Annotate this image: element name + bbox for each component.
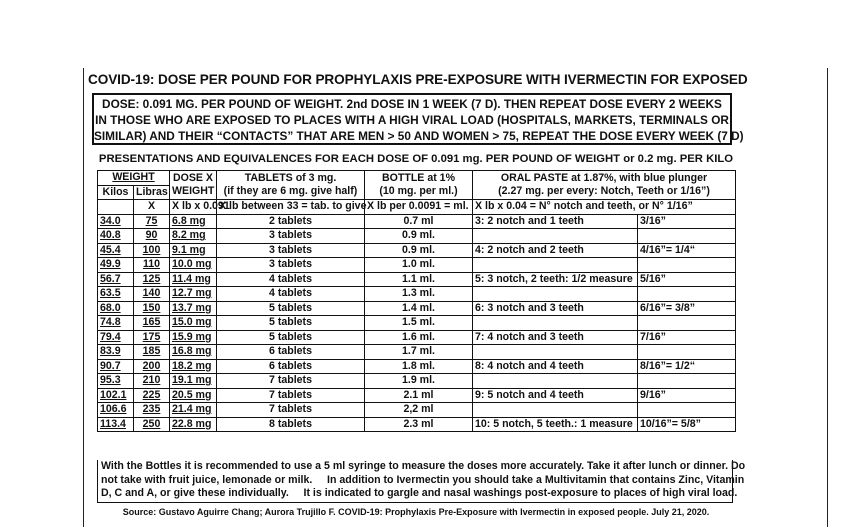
paste-cell: 5: 3 notch, 2 teeth: 1/2 measure xyxy=(473,272,638,287)
paste-cell: 10: 5 notch, 5 teeth.: 1 measure xyxy=(473,417,638,432)
dose-cell: 20.5 mg xyxy=(170,388,217,403)
bottle-header xyxy=(365,171,473,200)
libras-cell: 100 xyxy=(134,243,170,258)
tablets-header xyxy=(217,171,365,200)
dose-table xyxy=(97,170,736,432)
libras-cell: 225 xyxy=(134,388,170,403)
dose-line-1: DOSE: 0.091 MG. PER POUND OF WEIGHT. 2nd DOSE IN 1 WEEK (7 D). THEN REPEAT DOSE EVERY 2 WEEKS xyxy=(102,97,722,111)
footer-line-2: not take with fruit juice, lemonade or milk. In addition to Ivermectin you should take a Multivitamin that contains Zinc, Vitamin xyxy=(101,473,745,486)
footer-line-3: D, C and A, or give these individually. It is indicated to gargle and nasal washings post-exposure to places of high viral load. xyxy=(101,487,738,500)
paste-cell: 9: 5 notch and 4 teeth xyxy=(473,388,638,403)
libras-cell: 250 xyxy=(134,417,170,432)
sixteenths-cell: 9/16” xyxy=(638,388,736,403)
sixteenths-cell xyxy=(638,403,736,418)
formula-row xyxy=(98,200,736,215)
libras-cell: 140 xyxy=(134,287,170,302)
formula-libras: X xyxy=(134,200,170,215)
libras-header: Libras xyxy=(134,185,170,200)
kilos-cell: 40.8 xyxy=(98,229,134,244)
libras-cell: 125 xyxy=(134,272,170,287)
bottle-cell: 1.3 ml. xyxy=(365,287,473,302)
bottle-cell: 1.5 ml. xyxy=(365,316,473,331)
footer-notes xyxy=(97,460,746,503)
sixteenths-cell: 7/16” xyxy=(638,330,736,345)
kilos-cell: 102.1 xyxy=(98,388,134,403)
dose-cell: 21.4 mg xyxy=(170,403,217,418)
bottle-cell: 1.6 ml. xyxy=(365,330,473,345)
table-row xyxy=(98,374,736,389)
formula-bottle: X lb per 0.0091 = ml. xyxy=(365,200,473,215)
table-row xyxy=(98,330,736,345)
formula-kilos xyxy=(98,200,134,215)
sixteenths-cell: 8/16”= 1/2“ xyxy=(638,359,736,374)
paste-cell xyxy=(473,258,638,273)
kilos-cell: 68.0 xyxy=(98,301,134,316)
libras-cell: 165 xyxy=(134,316,170,331)
kilos-cell: 95.3 xyxy=(98,374,134,389)
tablets-cell: 3 tablets xyxy=(217,229,365,244)
dose-instructions-box xyxy=(92,93,744,145)
tablets-header-line1: TABLETS of 3 mg. xyxy=(244,172,337,184)
paste-cell xyxy=(473,229,638,244)
tablets-cell: 5 tablets xyxy=(217,301,365,316)
sixteenths-cell xyxy=(638,345,736,360)
sixteenths-cell xyxy=(638,229,736,244)
formula-tablets: X lb between 33 = tab. to give xyxy=(217,200,365,215)
tablets-header-line2: (if they are 6 mg. give half) xyxy=(223,185,358,197)
libras-cell: 200 xyxy=(134,359,170,374)
table-row xyxy=(98,229,736,244)
table-row xyxy=(98,258,736,273)
libras-cell: 210 xyxy=(134,374,170,389)
kilos-cell: 74.8 xyxy=(98,316,134,331)
paste-cell xyxy=(473,374,638,389)
table-row xyxy=(98,243,736,258)
bottle-cell: 1.8 ml. xyxy=(365,359,473,374)
bottle-cell: 0.7 ml xyxy=(365,214,473,229)
page-right-border xyxy=(827,68,828,527)
dose-cell: 22.8 mg xyxy=(170,417,217,432)
table-row xyxy=(98,359,736,374)
libras-cell: 175 xyxy=(134,330,170,345)
dose-cell: 12.7 mg xyxy=(170,287,217,302)
table-row xyxy=(98,417,736,432)
tablets-cell: 8 tablets xyxy=(217,417,365,432)
tablets-cell: 4 tablets xyxy=(217,287,365,302)
sixteenths-cell: 10/16”= 5/8” xyxy=(638,417,736,432)
paste-cell: 3: 2 notch and 1 teeth xyxy=(473,214,638,229)
table-row xyxy=(98,388,736,403)
dose-cell: 15.0 mg xyxy=(170,316,217,331)
weight-header: WEIGHT xyxy=(98,171,170,186)
bottle-header-line2: (10 mg. per ml.) xyxy=(379,185,458,197)
tablets-cell: 4 tablets xyxy=(217,272,365,287)
formula-paste: X lb x 0.04 = N° notch and teeth, or N° 1/16” xyxy=(473,200,736,215)
paste-cell: 8: 4 notch and 4 teeth xyxy=(473,359,638,374)
tablets-cell: 6 tablets xyxy=(217,359,365,374)
paste-cell xyxy=(473,316,638,331)
bottle-cell: 0.9 ml. xyxy=(365,229,473,244)
table-row xyxy=(98,287,736,302)
dose-cell: 13.7 mg xyxy=(170,301,217,316)
kilos-header: Kilos xyxy=(98,185,134,200)
tablets-cell: 6 tablets xyxy=(217,345,365,360)
tablets-cell: 2 tablets xyxy=(217,214,365,229)
dose-cell: 15.9 mg xyxy=(170,330,217,345)
libras-cell: 110 xyxy=(134,258,170,273)
table-row xyxy=(98,345,736,360)
kilos-cell: 63.5 xyxy=(98,287,134,302)
paste-cell: 6: 3 notch and 3 teeth xyxy=(473,301,638,316)
page-title: COVID-19: DOSE PER POUND FOR PROPHYLAXIS PRE-EXPOSURE WITH IVERMECTIN FOR EXPOSED xyxy=(88,72,748,87)
sixteenths-cell: 5/16” xyxy=(638,272,736,287)
kilos-cell: 45.4 xyxy=(98,243,134,258)
sixteenths-cell xyxy=(638,287,736,302)
table-row xyxy=(98,272,736,287)
table-row xyxy=(98,403,736,418)
kilos-cell: 49.9 xyxy=(98,258,134,273)
formula-dose: X lb x 0.091 xyxy=(170,200,217,215)
kilos-cell: 79.4 xyxy=(98,330,134,345)
tablets-cell: 5 tablets xyxy=(217,316,365,331)
bottle-header-line1: BOTTLE at 1% xyxy=(382,172,455,184)
footer-line-1: With the Bottles it is recommended to use a 5 ml syringe to measure the doses more accurately. Take it after lunch or dinner. Do xyxy=(101,460,746,472)
paste-cell xyxy=(473,403,638,418)
kilos-cell: 56.7 xyxy=(98,272,134,287)
kilos-cell: 113.4 xyxy=(98,417,134,432)
tablets-cell: 7 tablets xyxy=(217,403,365,418)
header-row-1 xyxy=(98,171,736,186)
dose-header-line2: WEIGHT xyxy=(172,185,215,197)
paste-cell xyxy=(473,287,638,302)
tablets-cell: 3 tablets xyxy=(217,243,365,258)
table-row xyxy=(98,214,736,229)
table-row xyxy=(98,316,736,331)
paste-cell: 4: 2 notch and 2 teeth xyxy=(473,243,638,258)
libras-cell: 150 xyxy=(134,301,170,316)
bottle-cell: 1.0 ml. xyxy=(365,258,473,273)
libras-cell: 235 xyxy=(134,403,170,418)
dose-cell: 9.1 mg xyxy=(170,243,217,258)
source-citation: Source: Gustavo Aguirre Chang; Aurora Trujillo F. COVID-19: Prophylaxis Pre-Exposure with Ivermectin in exposed people. July 21, 2020. xyxy=(122,507,710,517)
dose-cell: 16.8 mg xyxy=(170,345,217,360)
dose-line-3: SIMILAR) AND THEIR “CONTACTS” THAT ARE MEN > 50 AND WOMEN > 75, REPEAT THE DOSE EVERY WEEK (7 D) xyxy=(94,129,744,143)
dose-line-2: IN THOSE WHO ARE EXPOSED TO PLACES WITH A HIGH VIRAL LOAD (HOSPITALS, MARKETS, TERMINALS OR xyxy=(95,113,729,127)
tablets-cell: 7 tablets xyxy=(217,388,365,403)
page-left-border xyxy=(83,68,84,527)
dose-cell: 18.2 mg xyxy=(170,359,217,374)
dose-header-line1: DOSE X xyxy=(172,172,214,184)
paste-cell: 7: 4 notch and 3 teeth xyxy=(473,330,638,345)
bottle-cell: 1.1 ml. xyxy=(365,272,473,287)
dose-cell: 6.8 mg xyxy=(170,214,217,229)
bottle-cell: 1.7 ml. xyxy=(365,345,473,360)
table-subtitle: PRESENTATIONS AND EQUIVALENCES FOR EACH DOSE OF 0.091 mg. PER POUND OF WEIGHT or 0.2 mg. PER KILO xyxy=(98,153,734,165)
tablets-cell: 5 tablets xyxy=(217,330,365,345)
sixteenths-cell: 6/16”= 3/8” xyxy=(638,301,736,316)
libras-cell: 185 xyxy=(134,345,170,360)
table-row xyxy=(98,301,736,316)
kilos-cell: 83.9 xyxy=(98,345,134,360)
tablets-cell: 7 tablets xyxy=(217,374,365,389)
sixteenths-cell xyxy=(638,258,736,273)
bottle-cell: 2.3 ml xyxy=(365,417,473,432)
bottle-cell: 1.9 ml. xyxy=(365,374,473,389)
sixteenths-cell: 4/16”= 1/4“ xyxy=(638,243,736,258)
kilos-cell: 90.7 xyxy=(98,359,134,374)
dose-cell: 19.1 mg xyxy=(170,374,217,389)
paste-header-line1: ORAL PASTE at 1.87%, with blue plunger xyxy=(500,172,708,184)
sixteenths-cell: 3/16” xyxy=(638,214,736,229)
paste-header-line2: (2.27 mg. per every: Notch, Teeth or 1/16”) xyxy=(498,185,710,197)
dose-header xyxy=(170,171,217,200)
bottle-cell: 2.1 ml xyxy=(365,388,473,403)
libras-cell: 90 xyxy=(134,229,170,244)
dose-cell: 11.4 mg xyxy=(170,272,217,287)
kilos-cell: 106.6 xyxy=(98,403,134,418)
paste-cell xyxy=(473,345,638,360)
bottle-cell: 2,2 ml xyxy=(365,403,473,418)
dose-cell: 8.2 mg xyxy=(170,229,217,244)
libras-cell: 75 xyxy=(134,214,170,229)
bottle-cell: 1.4 ml. xyxy=(365,301,473,316)
bottle-cell: 0.9 ml. xyxy=(365,243,473,258)
sixteenths-cell xyxy=(638,374,736,389)
dose-cell: 10.0 mg xyxy=(170,258,217,273)
tablets-cell: 3 tablets xyxy=(217,258,365,273)
paste-header xyxy=(473,171,736,200)
sixteenths-cell xyxy=(638,316,736,331)
kilos-cell: 34.0 xyxy=(98,214,134,229)
